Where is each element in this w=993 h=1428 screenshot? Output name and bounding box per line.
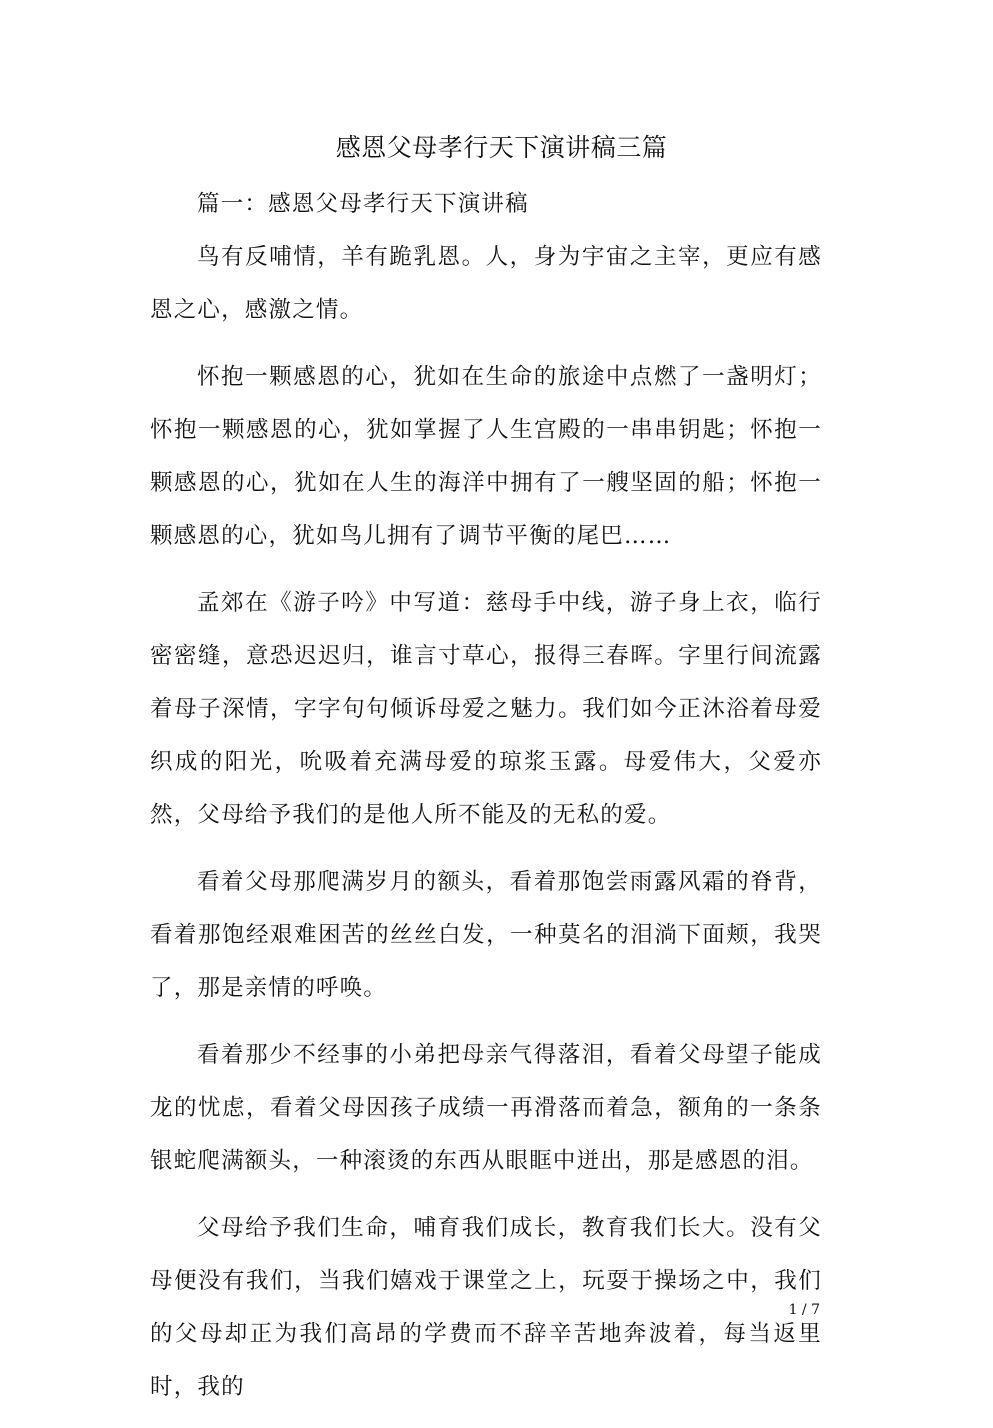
paragraph-1: 鸟有反哺情，羊有跪乳恩。人，身为宇宙之主宰，更应有感恩之心，感激之情。 [150, 244, 822, 323]
paragraph-6: 父母给予我们生命，哺育我们成长，教育我们长大。没有父母便没有我们，当我们嬉戏于课堂之上，玩耍于操场之中，我们的父母却正为我们高昂的学费而不辞辛苦地奔波着，每当返里时，我的 [150, 1215, 822, 1400]
paragraph-3: 孟郊在《游子吟》中写道：慈母手中线，游子身上衣，临行密密缝，意恐迟迟归，谁言寸草心，报得三春晖。字里行间流露着母子深情，字字句句倾诉母爱之魅力。我们如今正沐浴着母爱织成的阳光，吮吸着充满母爱的琼浆玉露。母爱伟大，父爱亦然，父母给予我们的是他人所不能及的无私的爱。 [150, 590, 822, 828]
page-number: 1 / 7 [788, 1302, 820, 1318]
paragraph-2: 怀抱一颗感恩的心，犹如在生命的旅途中点燃了一盏明灯；怀抱一颗感恩的心，犹如掌握了人生宫殿的一串串钥匙；怀抱一颗感恩的心，犹如在人生的海洋中拥有了一艘坚固的船；怀抱一颗感恩的心，犹如鸟儿拥有了调节平衡的尾巴…… [150, 364, 822, 549]
document-title: 感恩父母孝行天下演讲稿三篇 [335, 133, 668, 162]
document-body [150, 178, 822, 1428]
paragraph-4: 看着父母那爬满岁月的额头，看着那饱尝雨露风霜的脊背，看着那饱经艰难困苦的丝丝白发，一种莫名的泪淌下面颊，我哭了，那是亲情的呼唤。 [150, 869, 822, 1001]
section-heading: 篇一：感恩父母孝行天下演讲稿 [197, 191, 529, 217]
paragraph-5: 看着那少不经事的小弟把母亲气得落泪，看着父母望子能成龙的忧虑，看着父母因孩子成绩一再滑落而着急，额角的一条条银蛇爬满额头，一种滚烫的东西从眼眶中迸出，那是感恩的泪。 [150, 1042, 822, 1174]
